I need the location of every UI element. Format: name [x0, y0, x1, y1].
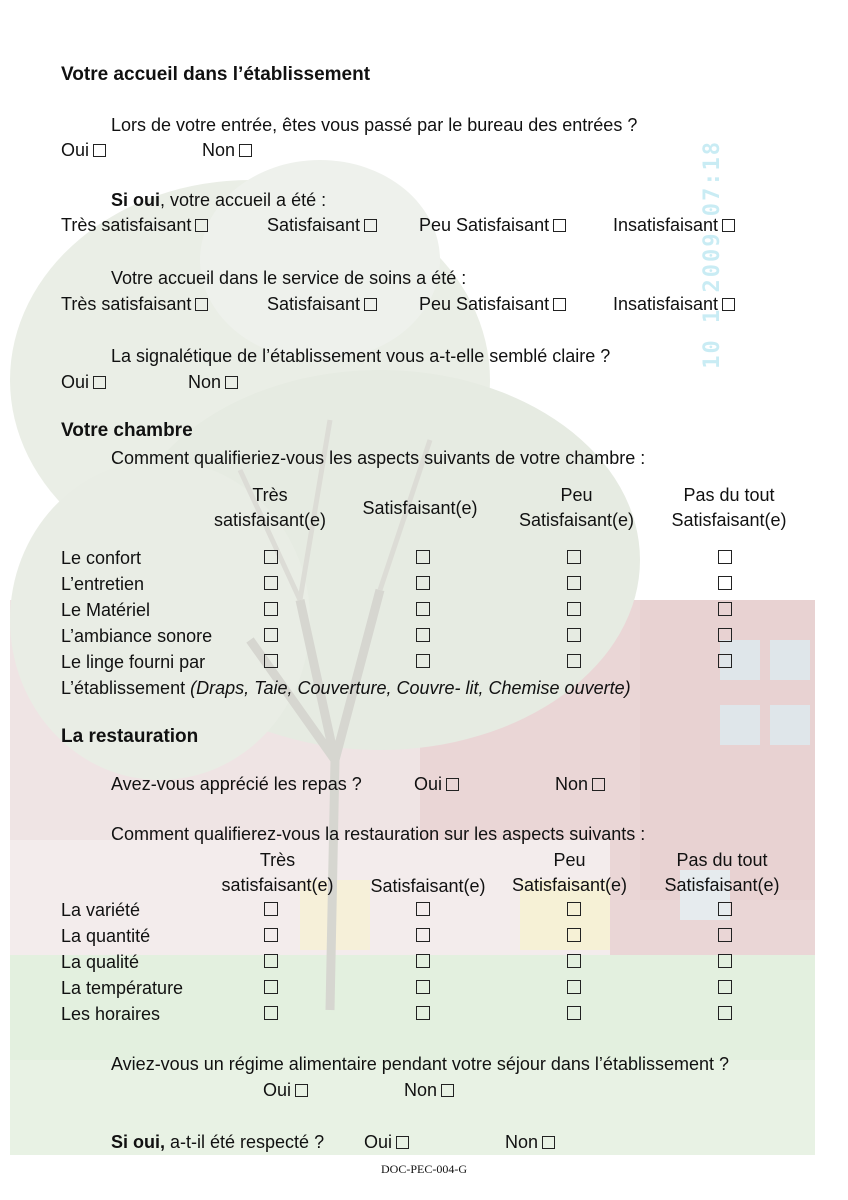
table-row-label: L’entretien: [61, 574, 145, 594]
checkbox[interactable]: [718, 928, 732, 942]
option-satisfaisant: Satisfaisant: [267, 214, 377, 236]
restauration-intro: Comment qualifierez-vous la restauration sur les aspects suivants :: [111, 824, 646, 844]
checkbox[interactable]: [416, 928, 430, 942]
answer-oui: Oui: [414, 773, 459, 795]
checkbox[interactable]: [264, 1006, 278, 1020]
answer-oui: Oui: [263, 1079, 308, 1101]
checkbox[interactable]: [567, 550, 581, 564]
question-signaletique: La signalétique de l’établissement vous a-t-elle semblé claire ?: [111, 346, 611, 366]
checkbox[interactable]: [364, 298, 377, 311]
checkbox[interactable]: [416, 654, 430, 668]
table-row-label: L’ambiance sonore: [61, 626, 213, 646]
table-row-label: Le Matériel: [61, 600, 151, 620]
table-row-label: La qualité: [61, 952, 140, 972]
checkbox[interactable]: [718, 1006, 732, 1020]
option-tres-satisfaisant: Très satisfaisant: [61, 293, 208, 315]
checkbox[interactable]: [295, 1084, 308, 1097]
section-title-restauration: La restauration: [61, 726, 199, 747]
question-bureau-entrees: Lors de votre entrée, êtes vous passé par le bureau des entrées ?: [111, 115, 638, 135]
column-header: Pas du tout Satisfaisant(e): [671, 485, 787, 530]
checkbox[interactable]: [718, 902, 732, 916]
checkbox[interactable]: [567, 980, 581, 994]
question-regime-respecte: Si oui, a-t-il été respecté ?: [111, 1132, 325, 1152]
checkbox[interactable]: [718, 628, 732, 642]
checkbox[interactable]: [567, 928, 581, 942]
checkbox[interactable]: [264, 954, 278, 968]
answer-non: Non: [555, 773, 605, 795]
checkbox[interactable]: [567, 1006, 581, 1020]
answer-non: Non: [404, 1079, 454, 1101]
checkbox[interactable]: [446, 778, 459, 791]
checkbox[interactable]: [567, 602, 581, 616]
checkbox[interactable]: [416, 602, 430, 616]
checkbox[interactable]: [416, 954, 430, 968]
checkbox[interactable]: [264, 576, 278, 590]
checkbox[interactable]: [542, 1136, 555, 1149]
checkbox[interactable]: [239, 144, 252, 157]
checkbox[interactable]: [553, 219, 566, 232]
checkbox[interactable]: [718, 576, 732, 590]
photo-date-stamp: 10 1 2009 07:18: [700, 140, 725, 369]
checkbox[interactable]: [567, 902, 581, 916]
checkbox[interactable]: [93, 144, 106, 157]
chambre-intro: Comment qualifieriez-vous les aspects suivants de votre chambre :: [111, 448, 646, 468]
answer-oui: Oui: [61, 371, 106, 393]
checkbox[interactable]: [441, 1084, 454, 1097]
question-service-soins: Votre accueil dans le service de soins a été :: [111, 268, 467, 288]
table-row-label: Le linge fourni par: [61, 652, 206, 672]
checkbox[interactable]: [718, 654, 732, 668]
column-header: Très satisfaisant(e): [213, 485, 327, 530]
checkbox[interactable]: [722, 219, 735, 232]
column-header: Satisfaisant(e): [370, 876, 486, 896]
checkbox[interactable]: [93, 376, 106, 389]
option-tres-satisfaisant: Très satisfaisant: [61, 214, 208, 236]
answer-non: Non: [505, 1131, 555, 1153]
checkbox[interactable]: [264, 928, 278, 942]
table-row-label: Le confort: [61, 548, 142, 568]
checkbox[interactable]: [264, 550, 278, 564]
checkbox[interactable]: [718, 954, 732, 968]
checkbox[interactable]: [567, 628, 581, 642]
column-header: Pas du tout Satisfaisant(e): [664, 850, 780, 895]
checkbox[interactable]: [364, 219, 377, 232]
table-row-note: L’établissement (Draps, Taie, Couverture, Couvre- lit, Chemise ouverte): [61, 678, 631, 698]
answer-oui: Oui: [364, 1131, 409, 1153]
checkbox[interactable]: [225, 376, 238, 389]
checkbox[interactable]: [416, 902, 430, 916]
question-repas: Avez-vous apprécié les repas ?: [111, 774, 362, 794]
checkbox[interactable]: [416, 628, 430, 642]
checkbox[interactable]: [416, 576, 430, 590]
table-row-label: La température: [61, 978, 184, 998]
checkbox[interactable]: [416, 550, 430, 564]
checkbox[interactable]: [396, 1136, 409, 1149]
checkbox[interactable]: [264, 980, 278, 994]
table-row-label: La variété: [61, 900, 141, 920]
checkbox[interactable]: [718, 980, 732, 994]
column-header: Très satisfaisant(e): [221, 850, 334, 895]
checkbox[interactable]: [264, 902, 278, 916]
checkbox[interactable]: [718, 550, 732, 564]
option-peu-satisfaisant: Peu Satisfaisant: [419, 293, 566, 315]
checkbox[interactable]: [567, 576, 581, 590]
checkbox[interactable]: [264, 602, 278, 616]
answer-oui: Oui: [61, 139, 106, 161]
answer-non: Non: [188, 371, 238, 393]
checkbox[interactable]: [567, 954, 581, 968]
option-insatisfaisant: Insatisfaisant: [613, 214, 735, 236]
checkbox[interactable]: [264, 654, 278, 668]
checkbox[interactable]: [567, 654, 581, 668]
checkbox[interactable]: [195, 298, 208, 311]
option-insatisfaisant: Insatisfaisant: [613, 293, 735, 315]
question-accueil: Si oui, votre accueil a été :: [111, 190, 327, 210]
option-peu-satisfaisant: Peu Satisfaisant: [419, 214, 566, 236]
column-header: Satisfaisant(e): [362, 498, 478, 518]
checkbox[interactable]: [722, 298, 735, 311]
answer-non: Non: [202, 139, 252, 161]
question-regime: Aviez-vous un régime alimentaire pendant votre séjour dans l’établissement ?: [111, 1054, 730, 1074]
checkbox[interactable]: [195, 219, 208, 232]
document-code: DOC-PEC-004-G: [381, 1162, 467, 1176]
column-header: Peu Satisfaisant(e): [511, 850, 628, 895]
section-title-chambre: Votre chambre: [61, 420, 193, 441]
table-row-label: La quantité: [61, 926, 151, 946]
checkbox[interactable]: [553, 298, 566, 311]
checkbox[interactable]: [718, 602, 732, 616]
column-header: Peu Satisfaisant(e): [518, 485, 635, 530]
checkbox[interactable]: [592, 778, 605, 791]
checkbox[interactable]: [416, 980, 430, 994]
checkbox[interactable]: [264, 628, 278, 642]
section-title-accueil: Votre accueil dans l’établissement: [61, 64, 371, 85]
checkbox[interactable]: [416, 1006, 430, 1020]
table-row-label: Les horaires: [61, 1004, 161, 1024]
option-satisfaisant: Satisfaisant: [267, 293, 377, 315]
